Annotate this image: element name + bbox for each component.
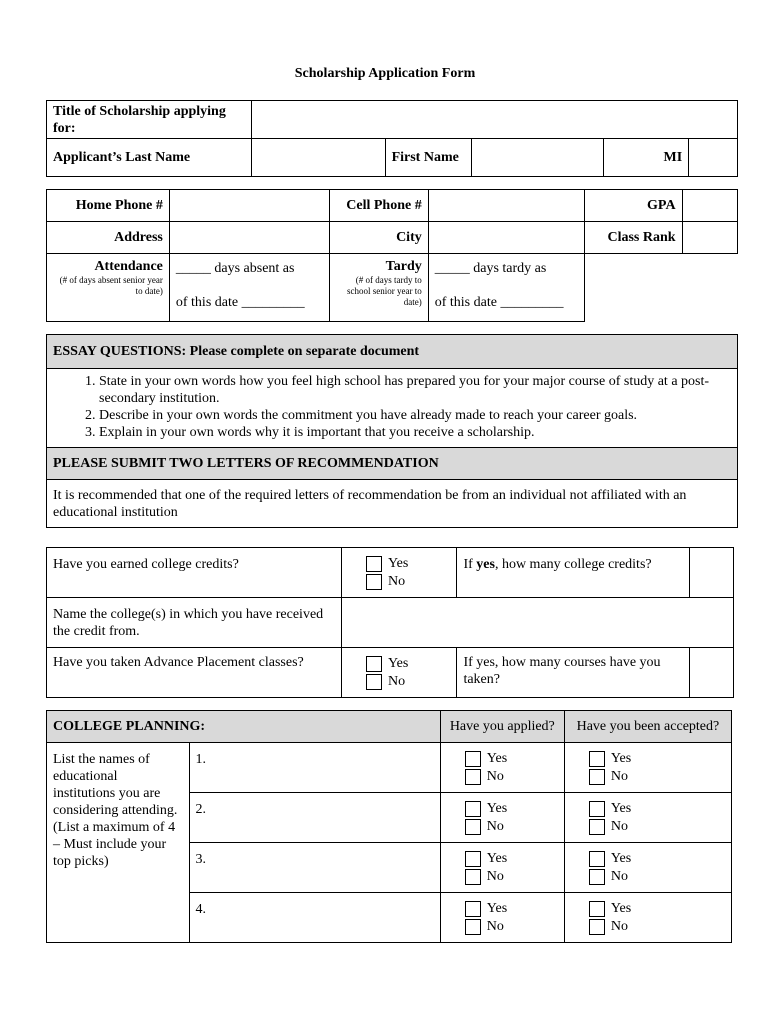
scholarship-title-label: Title of Scholarship applying for: [47, 101, 252, 139]
accepted-cell [564, 743, 731, 793]
institution-row[interactable] [189, 793, 440, 843]
city-label: City [330, 222, 429, 254]
row-number: 1. [195, 752, 207, 767]
applied-no-checkbox[interactable] [465, 769, 481, 785]
yes-label: Yes [486, 801, 508, 816]
home-phone-field[interactable] [169, 190, 329, 222]
first-name-field[interactable] [471, 139, 603, 177]
credits-yes-no [341, 548, 456, 598]
tardy-field[interactable] [428, 254, 584, 322]
followup-suffix: , how many college credits? [494, 557, 652, 572]
essay-table [46, 334, 738, 528]
attendance-note: (# of days absent senior year to date) [59, 275, 163, 296]
tardy-label: Tardy [385, 259, 422, 274]
home-phone-label: Home Phone # [47, 190, 170, 222]
applied-cell [440, 793, 564, 843]
no-label: No [486, 819, 504, 834]
class-rank-field[interactable] [682, 222, 737, 254]
ap-yes-checkbox[interactable] [366, 656, 382, 672]
credits-followup [457, 548, 690, 598]
essay-question: 2. Describe in your own words the commitment you have already made to reach your career goals. [99, 407, 731, 424]
applied-header: Have you applied? [440, 711, 564, 743]
mi-field[interactable] [689, 139, 738, 177]
row-number: 2. [195, 802, 207, 817]
yes-label: Yes [387, 656, 409, 671]
yes-label: Yes [387, 556, 409, 571]
scholarship-title-field[interactable] [252, 101, 738, 139]
accepted-no-checkbox[interactable] [589, 819, 605, 835]
essay-questions [47, 369, 738, 448]
no-label: No [387, 674, 406, 689]
no-label: No [610, 919, 628, 934]
essay-question: 3. Explain in your own words why it is important that you receive a scholarship. [99, 424, 731, 441]
attendance-label: Attendance [94, 259, 163, 274]
applied-yes-checkbox[interactable] [465, 751, 481, 767]
contact-table [46, 189, 738, 322]
yes-label: Yes [486, 751, 508, 766]
tardy-line1: _____ days tardy as [434, 261, 547, 276]
college-planning-table [46, 710, 732, 943]
no-label: No [387, 574, 406, 589]
yes-label: Yes [610, 901, 632, 916]
college-name-field[interactable] [341, 598, 733, 648]
last-name-field[interactable] [252, 139, 385, 177]
mi-label: MI [603, 139, 689, 177]
accepted-yes-checkbox[interactable] [589, 751, 605, 767]
attendance-line1: _____ days absent as [175, 261, 295, 276]
essay-question: 1. State in your own words how you feel high school has prepared you for your major course of study at a post-secondary institution. [99, 373, 731, 407]
applied-yes-checkbox[interactable] [465, 901, 481, 917]
ap-question: Have you taken Advance Placement classes? [47, 648, 342, 698]
no-label: No [610, 869, 628, 884]
recommendation-heading: PLEASE SUBMIT TWO LETTERS OF RECOMMENDATION [47, 448, 738, 480]
ap-followup: If yes, how many courses have you taken? [457, 648, 690, 698]
ap-yes-no [341, 648, 456, 698]
applied-no-checkbox[interactable] [465, 819, 481, 835]
attendance-field[interactable] [169, 254, 329, 322]
form-title: Scholarship Application Form [294, 66, 476, 81]
applied-cell [440, 893, 564, 943]
recommendation-text: It is recommended that one of the required letters of recommendation be from an individual not affiliated with an educational institution [47, 480, 738, 528]
accepted-header: Have you been accepted? [564, 711, 731, 743]
yes-label: Yes [610, 751, 632, 766]
accepted-yes-checkbox[interactable] [589, 851, 605, 867]
yes-label: Yes [610, 851, 632, 866]
credits-yes-checkbox[interactable] [366, 556, 382, 572]
empty-cell [584, 254, 737, 322]
gpa-label: GPA [584, 190, 682, 222]
planning-instructions: List the names of educational institutions you are considering attending. (List a maximum of 4 – Must include your top picks) [47, 743, 190, 943]
no-label: No [486, 869, 504, 884]
last-name-label: Applicant’s Last Name [47, 139, 252, 177]
accepted-no-checkbox[interactable] [589, 769, 605, 785]
cell-phone-label: Cell Phone # [330, 190, 429, 222]
yes-label: Yes [486, 851, 508, 866]
college-planning-heading: COLLEGE PLANNING: [47, 711, 441, 743]
row-number: 4. [195, 902, 207, 917]
college-name-question: Name the college(s) in which you have received the credit from. [47, 598, 342, 648]
gpa-field[interactable] [682, 190, 737, 222]
class-rank-label: Class Rank [584, 222, 682, 254]
credits-question: Have you earned college credits? [47, 548, 342, 598]
applied-no-checkbox[interactable] [465, 869, 481, 885]
yes-label: Yes [610, 801, 632, 816]
cell-phone-field[interactable] [428, 190, 584, 222]
accepted-yes-checkbox[interactable] [589, 801, 605, 817]
ap-no-checkbox[interactable] [366, 674, 382, 690]
accepted-cell [564, 893, 731, 943]
accepted-cell [564, 793, 731, 843]
name-table [46, 100, 738, 177]
attendance-cell [47, 254, 170, 322]
credits-table [46, 547, 734, 698]
tardy-line2: of this date _________ [434, 295, 564, 310]
no-label: No [610, 819, 628, 834]
applied-no-checkbox[interactable] [465, 919, 481, 935]
no-label: No [610, 769, 628, 784]
address-label: Address [47, 222, 170, 254]
accepted-yes-checkbox[interactable] [589, 901, 605, 917]
accepted-no-checkbox[interactable] [589, 869, 605, 885]
applied-cell [440, 843, 564, 893]
accepted-cell [564, 843, 731, 893]
tardy-cell [330, 254, 429, 322]
applied-yes-checkbox[interactable] [465, 801, 481, 817]
row-number: 3. [195, 852, 207, 867]
first-name-label: First Name [385, 139, 471, 177]
institution-row[interactable] [189, 743, 440, 793]
followup-prefix: If [463, 557, 477, 572]
institution-row[interactable] [189, 843, 440, 893]
essay-heading: ESSAY QUESTIONS: Please complete on separate document [47, 335, 738, 369]
attendance-line2: of this date _________ [175, 295, 305, 310]
accepted-no-checkbox[interactable] [589, 919, 605, 935]
institution-row[interactable] [189, 893, 440, 943]
address-field[interactable] [169, 222, 329, 254]
credits-no-checkbox[interactable] [366, 574, 382, 590]
applied-cell [440, 743, 564, 793]
no-label: No [486, 769, 504, 784]
credits-count-field[interactable] [690, 548, 734, 598]
followup-yes: yes [476, 557, 495, 572]
ap-count-field[interactable] [690, 648, 734, 698]
applied-yes-checkbox[interactable] [465, 851, 481, 867]
tardy-note: (# of days tardy to school senior year to date) [347, 275, 422, 307]
city-field[interactable] [428, 222, 584, 254]
yes-label: Yes [486, 901, 508, 916]
no-label: No [486, 919, 504, 934]
